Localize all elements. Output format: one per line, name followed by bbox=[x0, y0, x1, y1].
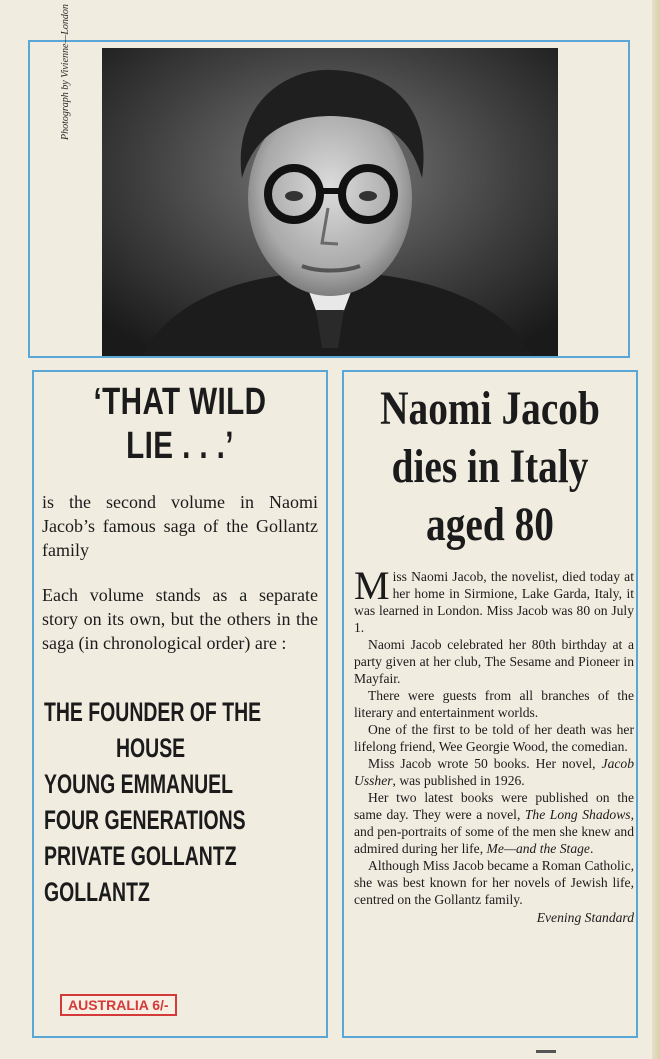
book-title-line2: LIE . . .’ bbox=[126, 425, 234, 467]
article-paragraph: Naomi Jacob celebrated her 80th birthday at a party given at her club, The Sesame and Pioneer in Mayfair. bbox=[354, 637, 634, 686]
article-paragraph: Miss Jacob wrote 50 books. Her novel, Jacob Ussher, was published in 1926. bbox=[354, 756, 634, 788]
article-paragraph: Her two latest books were published on the same day. They were a novel, The Long Shadows, and pen-portraits of some of the men she knew and admired during her life, Me—and the Stage. bbox=[354, 790, 634, 856]
headline-line1: Naomi Jacob bbox=[380, 382, 600, 435]
book-title bbox=[71, 380, 289, 468]
headline-line3: aged 80 bbox=[426, 498, 554, 551]
book-list-item: FOUR GENERATIONS bbox=[44, 805, 246, 835]
obituary-headline bbox=[375, 380, 605, 554]
article-source: Evening Standard bbox=[536, 910, 634, 925]
print-mark bbox=[536, 1050, 556, 1053]
book-list-item: HOUSE bbox=[116, 733, 186, 763]
obituary-article bbox=[354, 563, 634, 926]
book-list-item: YOUNG EMMANUEL bbox=[44, 769, 233, 799]
book-title-line1: ‘THAT WILD bbox=[93, 381, 267, 423]
headline-line2: dies in Italy bbox=[391, 440, 589, 493]
photo-credit: Photograph by Vivienne—London bbox=[60, 4, 71, 140]
author-photo bbox=[102, 48, 558, 356]
article-paragraph: Miss Naomi Jacob, the novelist, died today at her home in Sirmione, Lake Garda, Italy, it was learned in London. Miss Jacob was 80 on July 1. bbox=[354, 563, 634, 635]
portrait-illustration bbox=[102, 48, 558, 356]
book-list-item: GOLLANTZ bbox=[44, 877, 150, 907]
intro-text: is the second volume in Naomi Jacob’s famous saga of the Gollantz family bbox=[42, 492, 318, 560]
article-paragraph: Although Miss Jacob became a Roman Catholic, she was best known for her novels of Jewish life, centred on the Gollantz family. bbox=[354, 858, 634, 907]
series-description: Each volume stands as a separate story on its own, but the others in the saga (in chronological order) are : bbox=[42, 585, 318, 653]
book-list-item: THE FOUNDER OF THE bbox=[44, 697, 262, 727]
drop-cap: M bbox=[354, 563, 390, 608]
price-badge: AUSTRALIA 6/- bbox=[60, 994, 177, 1016]
page-edge bbox=[652, 0, 660, 1059]
book-list bbox=[44, 694, 282, 910]
article-paragraph: There were guests from all branches of the literary and entertainment worlds. bbox=[354, 688, 634, 720]
article-paragraph: One of the first to be told of her death was her lifelong friend, Wee Georgie Wood, the comedian. bbox=[354, 722, 634, 754]
book-list-item: PRIVATE GOLLANTZ bbox=[44, 841, 237, 871]
